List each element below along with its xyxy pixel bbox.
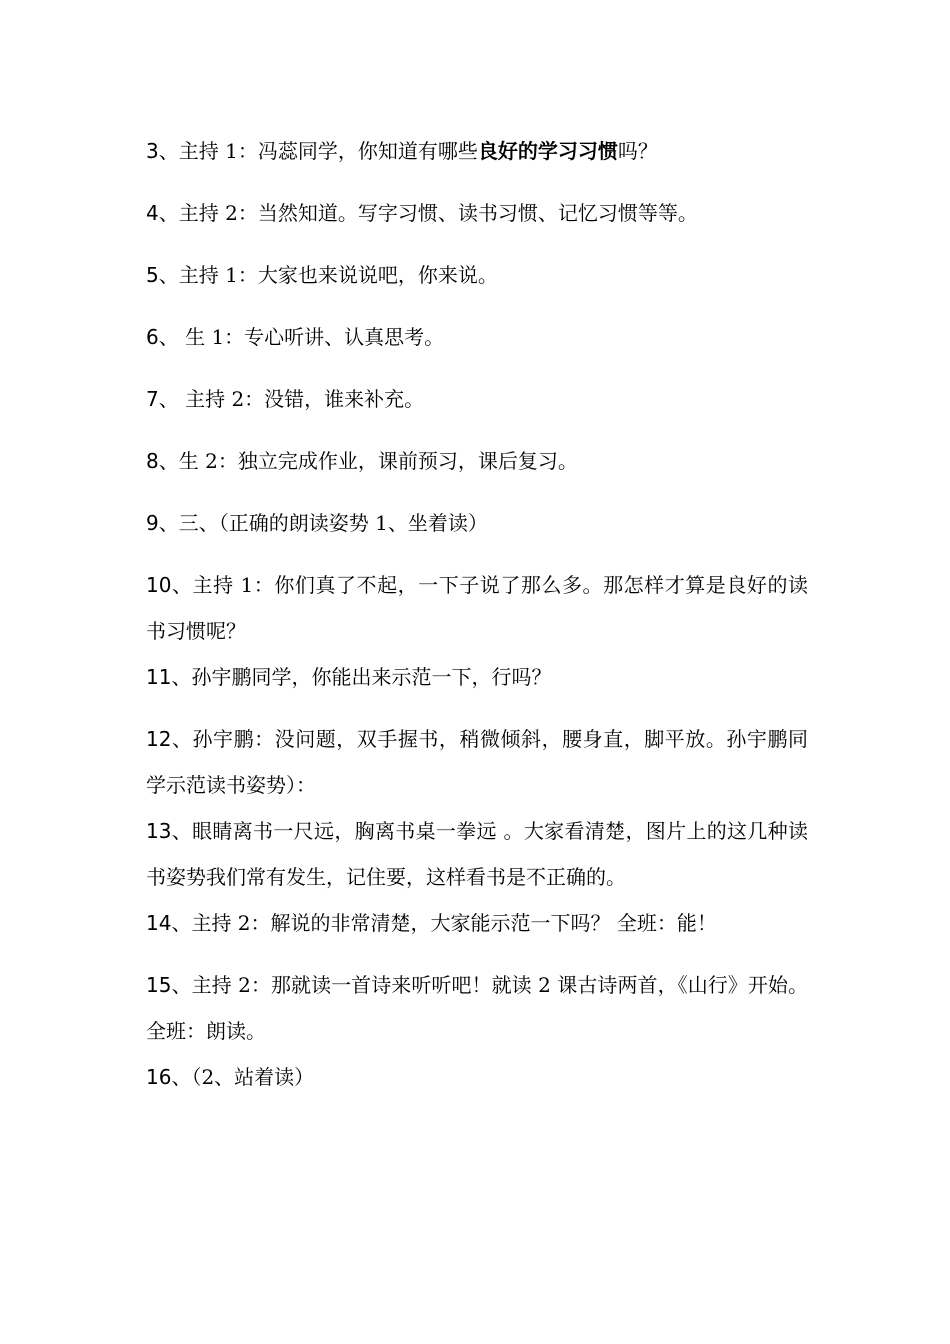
paragraph-8	[146, 438, 808, 484]
paragraph-text: 、主持 1：冯蕊同学，你知道有哪些	[158, 139, 478, 163]
paragraph-12	[146, 716, 808, 808]
paragraph-text-end: 吗？	[617, 139, 658, 163]
line-number: 15	[146, 973, 172, 997]
line-number: 8	[146, 449, 159, 473]
line-number: 5	[146, 263, 159, 287]
paragraph-text: 、 主持 2：没错，谁来补充。	[158, 387, 425, 411]
line-number: 12	[146, 727, 172, 751]
line-number: 13	[146, 819, 172, 843]
line-number: 7	[146, 387, 159, 411]
paragraph-15	[146, 962, 808, 1054]
line-number: 4	[146, 201, 159, 225]
line-number: 11	[146, 665, 172, 689]
paragraph-11	[146, 654, 808, 700]
line-number: 3	[146, 139, 159, 163]
line-number: 10	[146, 573, 172, 597]
paragraph-7	[146, 376, 808, 422]
paragraph-text: 、眼睛离书一尺远，胸离书桌一拳远 。大家看清楚，图片上的这几种读书姿势我们常有发生，记住要，这样看书是不正确的。	[146, 819, 808, 889]
paragraph-9	[146, 500, 808, 546]
paragraph-10	[146, 562, 808, 654]
paragraph-text: 、主持 2：那就读一首诗来听听吧！就读 2 课古诗两首，《山行》开始。 全班：朗读。	[146, 973, 808, 1043]
paragraph-14	[146, 900, 808, 946]
paragraph-text: 、主持 1：大家也来说说吧，你来说。	[158, 263, 498, 287]
paragraph-6	[146, 314, 808, 360]
line-number: 14	[146, 911, 172, 935]
line-number: 6	[146, 325, 159, 349]
line-number: 9	[146, 511, 159, 535]
paragraph-text: 、主持 1：你们真了不起，一下子说了那么多。那怎样才算是良好的读书习惯呢？	[146, 573, 808, 643]
paragraph-5	[146, 252, 808, 298]
paragraph-text: 、（2、站着读）	[171, 1065, 315, 1089]
paragraph-text: 、孙宇鹏：没问题，双手握书，稍微倾斜，腰身直，脚平放。孙宇鹏同学示范读书姿势）：	[146, 727, 808, 797]
paragraph-13	[146, 808, 808, 900]
paragraph-text: 、生 2：独立完成作业，课前预习，课后复习。	[158, 449, 578, 473]
paragraph-text: 、三、（正确的朗读姿势 1、坐着读）	[158, 511, 488, 535]
bold-phrase: 良好的学习习惯	[477, 139, 618, 163]
paragraph-text: 、主持 2：当然知道。写字习惯、读书习惯、记忆习惯等等。	[158, 201, 698, 225]
paragraph-text: 、 生 1：专心听讲、认真思考。	[158, 325, 445, 349]
paragraph-16	[146, 1054, 808, 1100]
document-body	[146, 128, 808, 1116]
paragraph-text: 、孙宇鹏同学，你能出来示范一下，行吗？	[171, 665, 552, 689]
paragraph-text: 、主持 2：解说的非常清楚，大家能示范一下吗？ 全班：能！	[171, 911, 717, 935]
paragraph-3	[146, 128, 808, 174]
paragraph-4	[146, 190, 808, 236]
line-number: 16	[146, 1065, 172, 1089]
